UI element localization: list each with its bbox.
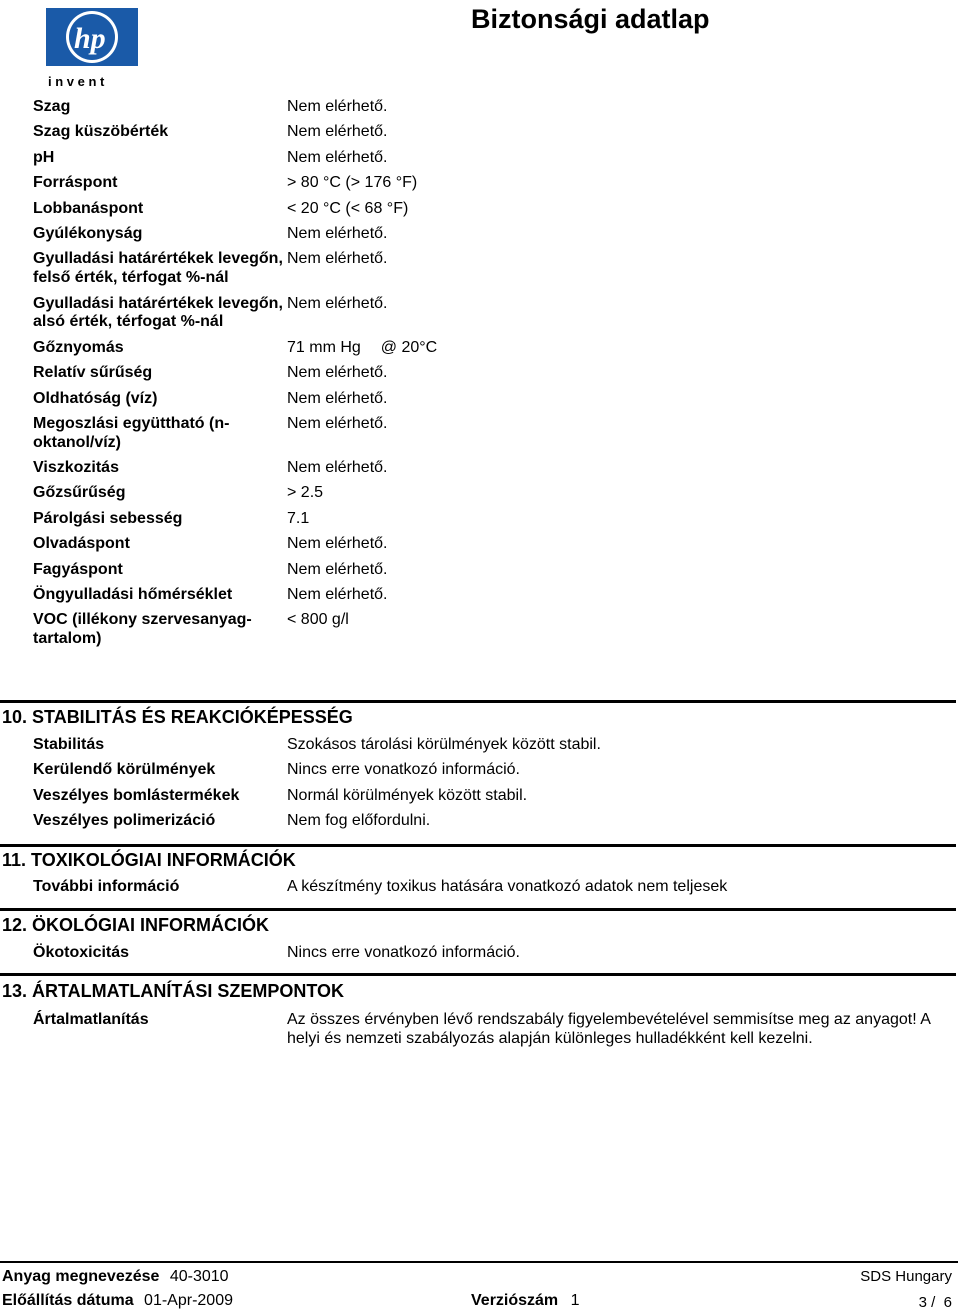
property-value-text: Nem elérhető. xyxy=(287,224,388,242)
property-value-text: Nem elérhető. xyxy=(287,459,388,477)
property-value-text: < 800 g/l xyxy=(287,611,349,629)
property-label: Szag xyxy=(33,98,71,115)
property-value-text: Nem elérhető. xyxy=(287,123,388,141)
property-label: Gőznyomás xyxy=(33,338,124,356)
property-row xyxy=(0,149,960,168)
property-value xyxy=(287,225,960,244)
property-value-text: Nem elérhető. xyxy=(287,250,388,268)
property-value-text: Nem elérhető. xyxy=(287,98,388,115)
property-label: Párolgási sebesség xyxy=(33,509,183,527)
property-value-text: Nem elérhető. xyxy=(287,294,388,312)
property-row xyxy=(0,561,960,580)
properties-list xyxy=(0,98,960,656)
property-row xyxy=(0,225,960,244)
section-title: 10. STABILITÁS ÉS REAKCIÓKÉPESSÉG xyxy=(2,707,353,727)
section-rows xyxy=(0,944,960,969)
section-row-value: Nincs erre vonatkozó információ. xyxy=(287,944,520,961)
property-value-text: 71 mm Hg xyxy=(287,338,361,356)
section-divider xyxy=(0,700,956,703)
section-row-label: Ártalmatlanítás xyxy=(33,1011,149,1028)
property-label: Oldhatóság (víz) xyxy=(33,389,158,407)
property-value xyxy=(287,174,960,193)
property-value xyxy=(287,123,960,142)
footer-region: SDS Hungary xyxy=(860,1268,952,1285)
section-row xyxy=(0,761,960,780)
section-row xyxy=(0,1011,960,1049)
property-value xyxy=(287,390,960,409)
footer-page-number: 3 / 6 xyxy=(918,1294,952,1311)
property-row xyxy=(0,123,960,142)
property-row xyxy=(0,535,960,554)
section-row-value: Szokásos tárolási körülmények között stabil. xyxy=(287,736,601,753)
property-value xyxy=(287,459,960,478)
property-value xyxy=(287,510,960,529)
property-row xyxy=(0,611,960,649)
section-row-value: Nincs erre vonatkozó információ. xyxy=(287,761,520,779)
property-value xyxy=(287,250,960,288)
property-row xyxy=(0,250,960,288)
property-row xyxy=(0,390,960,409)
footer-version-label: Verziószám xyxy=(471,1292,559,1309)
footer-product-value: 40-3010 xyxy=(169,1268,229,1285)
section-row-label: Veszélyes bomlástermékek xyxy=(33,786,240,804)
section-row-label: Veszélyes polimerizáció xyxy=(33,812,216,830)
footer-date-label: Előállítás dátuma xyxy=(2,1292,134,1309)
property-row xyxy=(0,459,960,478)
property-value xyxy=(287,200,960,219)
property-label: Fagyáspont xyxy=(33,560,123,578)
property-value-text: > 2.5 xyxy=(287,484,324,502)
section-title: 11. TOXIKOLÓGIAI INFORMÁCIÓK xyxy=(2,850,296,870)
section-rows xyxy=(0,878,960,903)
document-title: Biztonsági adatlap xyxy=(471,4,710,34)
property-condition: @ 20°C xyxy=(380,338,438,356)
property-label: Gyúlékonyság xyxy=(33,224,143,242)
property-value xyxy=(287,339,960,358)
section-divider xyxy=(0,844,956,847)
property-value-text: 7.1 xyxy=(287,509,310,527)
section-row-value: A készítmény toxikus hatására vonatkozó adatok nem teljesek xyxy=(287,878,728,895)
section-row-value: Nem fog előfordulni. xyxy=(287,812,431,830)
footer-product-label: Anyag megnevezése xyxy=(2,1268,160,1285)
property-label: Olvadáspont xyxy=(33,535,130,553)
section-row-value: Normál körülmények között stabil. xyxy=(287,786,528,804)
property-value-text: Nem elérhető. xyxy=(287,535,388,553)
footer-date-value: 01-Apr-2009 xyxy=(144,1292,233,1309)
footer-date xyxy=(2,1292,233,1310)
section-title: 12. ÖKOLÓGIAI INFORMÁCIÓK xyxy=(2,915,270,935)
section-row xyxy=(0,944,960,963)
logo-tagline: i n v e n t xyxy=(48,74,105,89)
property-label: Öngyulladási hőmérséklet xyxy=(33,586,233,604)
property-label: Gőzsűrűség xyxy=(33,484,126,502)
property-row xyxy=(0,295,960,333)
section-row xyxy=(0,812,960,831)
property-row xyxy=(0,98,960,117)
section-row-value: Az összes érvényben lévő rendszabály figyelembevételével semmisítse meg az anyagot! A helyi és nemzeti szabályozás alapján különleges hulladékként kell kezelni. xyxy=(287,1011,930,1047)
property-label: Gyulladási határértékek levegőn, alsó érték, térfogat %-nál xyxy=(33,294,283,331)
section-row-label: Ökotoxicitás xyxy=(33,944,130,961)
section-row-label: Kerülendő körülmények xyxy=(33,761,216,779)
property-label: Relatív sűrűség xyxy=(33,364,153,382)
section-rows xyxy=(0,1011,960,1055)
property-row xyxy=(0,586,960,605)
property-value xyxy=(287,586,960,605)
property-value xyxy=(287,295,960,333)
property-value-text: Nem elérhető. xyxy=(287,560,388,578)
section-row xyxy=(0,736,960,755)
property-value-text: Nem elérhető. xyxy=(287,148,388,166)
property-value-text: Nem elérhető. xyxy=(287,389,388,407)
property-value xyxy=(287,98,960,117)
property-value xyxy=(287,149,960,168)
property-label: pH xyxy=(33,148,55,166)
property-value xyxy=(287,364,960,383)
property-label: Viszkozitás xyxy=(33,459,119,477)
property-value-text: < 20 °C (< 68 °F) xyxy=(287,199,409,217)
svg-text:hp: hp xyxy=(74,22,106,55)
property-value xyxy=(287,535,960,554)
property-row xyxy=(0,364,960,383)
section-title: 13. ÁRTALMATLANÍTÁSI SZEMPONTOK xyxy=(2,981,344,1001)
section-row xyxy=(0,787,960,806)
property-value-text: > 80 °C (> 176 °F) xyxy=(287,174,418,192)
property-row xyxy=(0,200,960,219)
property-label: Forráspont xyxy=(33,174,118,192)
section-row-label: További információ xyxy=(33,878,180,895)
property-label: Lobbanáspont xyxy=(33,199,144,217)
property-row xyxy=(0,174,960,193)
property-label: VOC (illékony szervesanyag-tartalom) xyxy=(33,611,252,648)
footer-product xyxy=(2,1268,229,1286)
property-label: Szag küszöbérték xyxy=(33,123,169,141)
property-value xyxy=(287,561,960,580)
property-value xyxy=(287,484,960,503)
section-rows xyxy=(0,736,960,838)
property-label: Megoszlási együttható (n-oktanol/víz) xyxy=(33,414,230,451)
property-row xyxy=(0,415,960,453)
section-row-label: Stabilitás xyxy=(33,736,105,753)
section-divider xyxy=(0,973,956,976)
property-row xyxy=(0,484,960,503)
property-row xyxy=(0,510,960,529)
property-value xyxy=(287,611,960,649)
property-label: Gyulladási határértékek levegőn, felső érték, térfogat %-nál xyxy=(33,250,283,287)
section-divider xyxy=(0,908,956,911)
footer-version xyxy=(471,1292,580,1310)
property-value-text: Nem elérhető. xyxy=(287,586,388,604)
property-value-text: Nem elérhető. xyxy=(287,414,388,432)
property-value xyxy=(287,415,960,453)
property-row xyxy=(0,339,960,358)
property-value-text: Nem elérhető. xyxy=(287,364,388,382)
section-row xyxy=(0,878,960,897)
hp-logo xyxy=(44,6,140,90)
footer-divider xyxy=(0,1261,958,1263)
footer-version-value: 1 xyxy=(570,1292,580,1309)
